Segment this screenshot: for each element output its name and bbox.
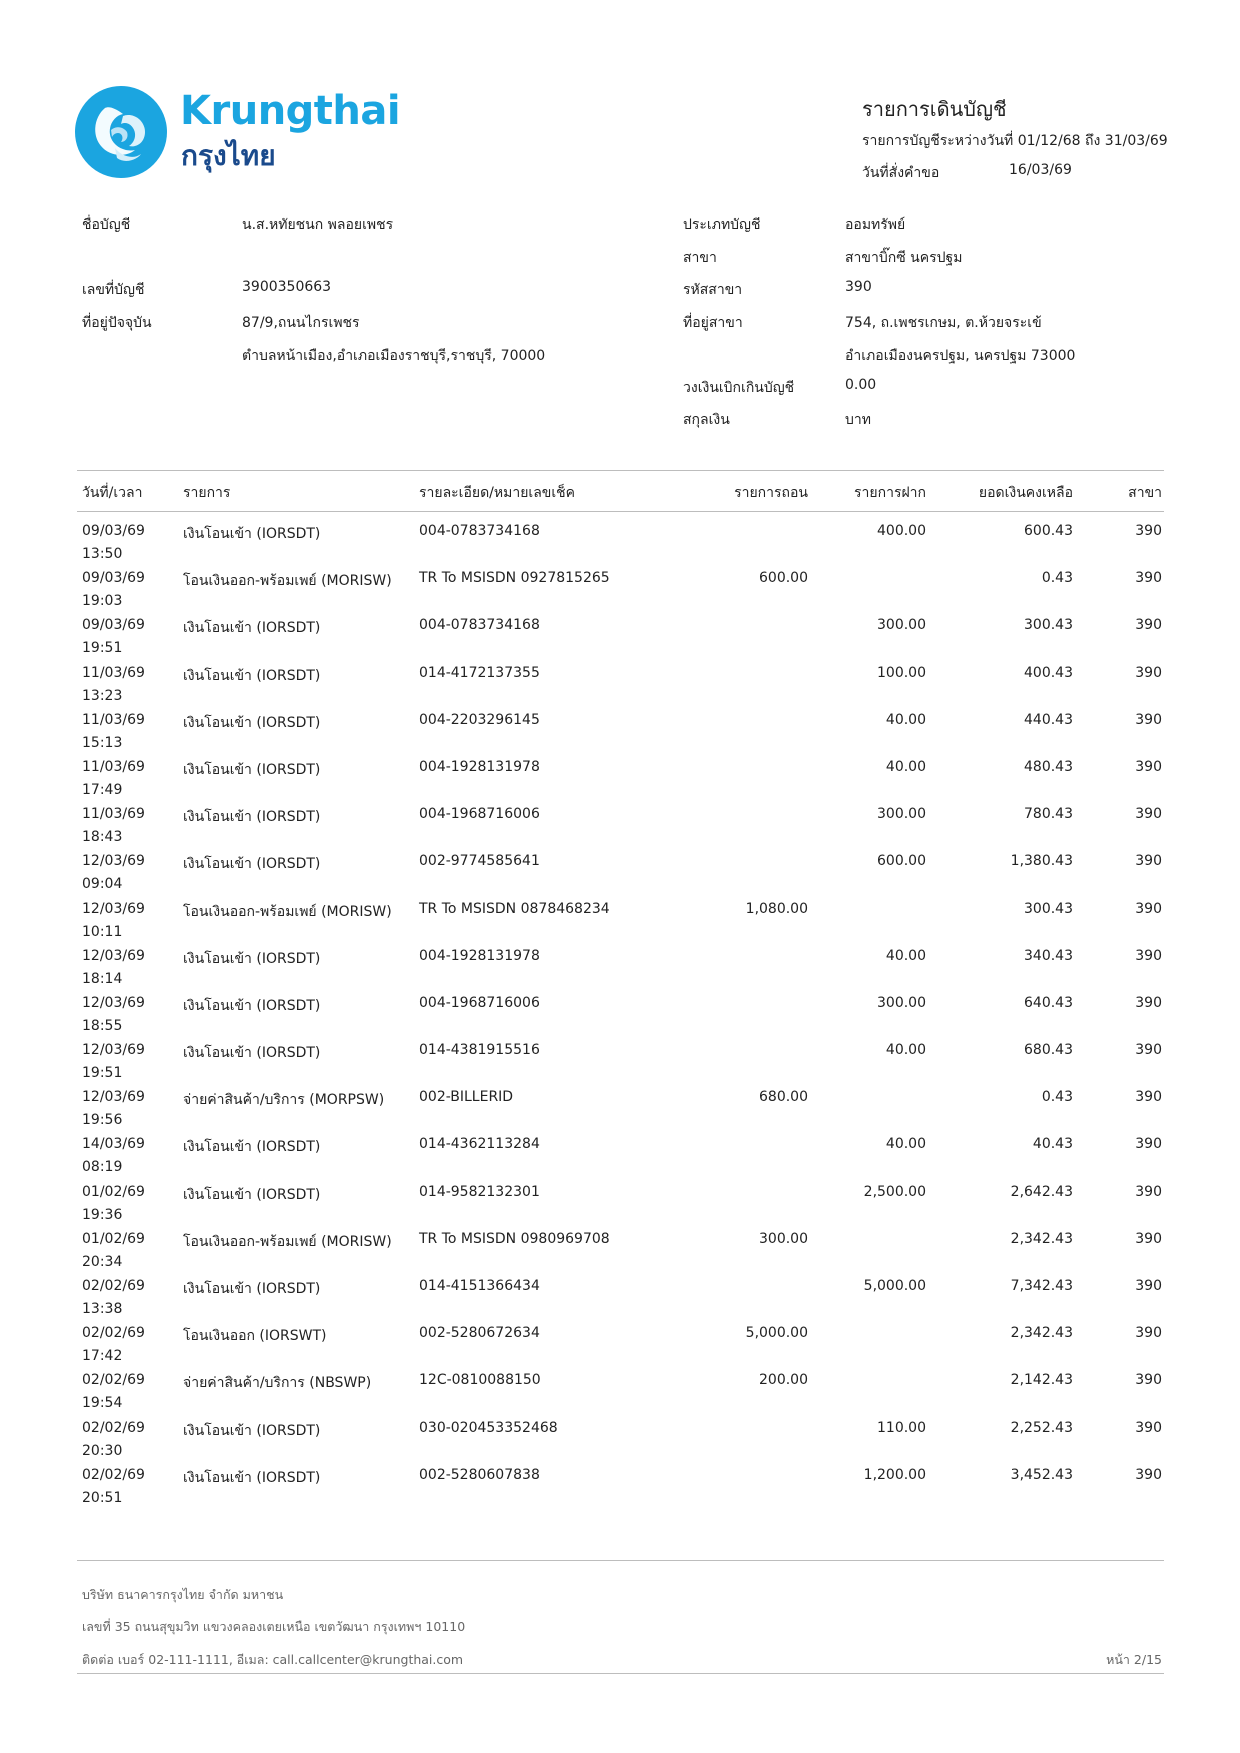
branch-address-line2: อำเภอเมืองนครปฐม, นครปฐม 73000 [845, 348, 1076, 364]
row-deposit: 40.00 [885, 1042, 926, 1059]
table-row [0, 1039, 1240, 1086]
row-date: 09/03/69 [82, 570, 145, 587]
row-balance: 7,342.43 [1010, 1278, 1073, 1294]
footer-bottom-divider [77, 1673, 1164, 1674]
statement-period: รายการบัญชีระหว่างวันที่ 01/12/68 ถึง 31/03/69 [862, 133, 1168, 149]
branch-value: สาขาบิ๊กซี นครปฐม [845, 250, 963, 266]
row-withdrawal: 680.00 [759, 1089, 808, 1106]
row-date: 02/02/69 [82, 1372, 145, 1389]
table-row [0, 709, 1240, 756]
row-details: TR To MSISDN 0927815265 [419, 570, 610, 587]
row-details: 004-1928131978 [419, 947, 540, 964]
transactions-table [0, 520, 1240, 1511]
row-description: เงินโอนเข้า (IORSDT) [183, 761, 321, 778]
row-withdrawal: 1,080.00 [745, 900, 808, 917]
row-description: เงินโอนเข้า (IORSDT) [183, 1045, 321, 1062]
row-deposit: 110.00 [877, 1419, 926, 1436]
col-header-deposit: รายการฝาก [854, 485, 926, 501]
row-description: โอนเงินออก-พร้อมเพย์ (MORISW) [183, 573, 392, 590]
row-branch: 390 [1135, 758, 1162, 775]
row-balance: 0.43 [1041, 1089, 1073, 1106]
row-details: 002-5280607838 [419, 1466, 540, 1483]
table-row [0, 1181, 1240, 1228]
row-balance: 480.43 [1024, 758, 1073, 775]
row-time: 18:14 [82, 970, 123, 987]
row-branch: 390 [1135, 1042, 1162, 1059]
table-row [0, 1086, 1240, 1133]
row-time: 19:51 [82, 1065, 123, 1082]
table-header-divider [77, 511, 1164, 512]
table-row [0, 898, 1240, 945]
table-row [0, 1369, 1240, 1416]
row-details: TR To MSISDN 0980969708 [419, 1230, 610, 1247]
row-time: 20:30 [82, 1442, 123, 1459]
statement-title: รายการเดินบัญชี [862, 97, 1007, 121]
row-deposit: 40.00 [885, 947, 926, 964]
row-time: 13:38 [82, 1301, 123, 1317]
row-branch: 390 [1135, 1136, 1162, 1153]
row-details: 014-4381915516 [419, 1042, 540, 1059]
row-description: เงินโอนเข้า (IORSDT) [183, 856, 321, 873]
row-details: TR To MSISDN 0878468234 [419, 900, 610, 917]
row-branch: 390 [1135, 947, 1162, 964]
row-description: เงินโอนเข้า (IORSDT) [183, 997, 321, 1014]
account-number-label: เลขที่บัญชี [82, 282, 145, 298]
row-details: 004-0783734168 [419, 617, 540, 634]
row-time: 20:51 [82, 1489, 123, 1506]
row-date: 09/03/69 [82, 617, 145, 634]
row-time: 13:23 [82, 687, 123, 704]
row-withdrawal: 5,000.00 [745, 1325, 808, 1342]
row-details: 004-2203296145 [419, 711, 540, 728]
account-type-label: ประเภทบัญชี [683, 217, 761, 233]
row-details: 014-4151366434 [419, 1278, 540, 1294]
table-row [0, 1322, 1240, 1369]
footer-company: บริษัท ธนาคารกรุงไทย จำกัด มหาชน [82, 1587, 284, 1602]
row-details: 004-0783734168 [419, 523, 540, 539]
col-header-details: รายละเอียด/หมายเลขเช็ค [419, 485, 575, 501]
branch-code-value: 390 [845, 279, 872, 295]
row-balance: 2,642.43 [1010, 1183, 1073, 1200]
footer-top-divider [77, 1560, 1164, 1561]
logo-text-th: กรุงไทย [181, 139, 276, 172]
table-row [0, 1417, 1240, 1464]
row-branch: 390 [1135, 617, 1162, 634]
branch-address-line1: 754, ถ.เพชรเกษม, ต.ห้วยจระเข้ [845, 315, 1042, 331]
row-date: 01/02/69 [82, 1230, 145, 1247]
row-deposit: 40.00 [885, 1136, 926, 1153]
row-branch: 390 [1135, 1089, 1162, 1106]
table-row [0, 1133, 1240, 1180]
col-header-balance: ยอดเงินคงเหลือ [978, 485, 1073, 501]
bank-logo [75, 86, 401, 181]
row-deposit: 300.00 [877, 806, 926, 823]
row-time: 17:49 [82, 781, 123, 798]
row-details: 030-020453352468 [419, 1419, 558, 1436]
table-row [0, 567, 1240, 614]
account-type-value: ออมทรัพย์ [845, 217, 906, 233]
row-description: เงินโอนเข้า (IORSDT) [183, 667, 321, 684]
row-description: เงินโอนเข้า (IORSDT) [183, 1469, 321, 1486]
row-details: 014-9582132301 [419, 1183, 540, 1200]
row-deposit: 2,500.00 [863, 1183, 926, 1200]
row-balance: 3,452.43 [1010, 1466, 1073, 1483]
row-balance: 2,342.43 [1010, 1325, 1073, 1342]
branch-label: สาขา [683, 250, 717, 266]
table-row [0, 1275, 1240, 1322]
row-details: 004-1968716006 [419, 994, 540, 1011]
row-details: 12C-0810088150 [419, 1372, 541, 1389]
row-details: 002-5280672634 [419, 1325, 540, 1342]
row-balance: 0.43 [1041, 570, 1073, 587]
row-details: 002-9774585641 [419, 853, 540, 870]
row-balance: 300.43 [1024, 900, 1073, 917]
row-branch: 390 [1135, 1278, 1162, 1294]
table-row [0, 1464, 1240, 1511]
row-date: 11/03/69 [82, 664, 145, 681]
row-balance: 440.43 [1024, 711, 1073, 728]
row-balance: 600.43 [1024, 523, 1073, 539]
address-label: ที่อยู่ปัจจุบัน [82, 315, 152, 331]
row-time: 19:54 [82, 1395, 123, 1412]
col-header-branch: สาขา [1128, 485, 1162, 501]
row-deposit: 100.00 [877, 664, 926, 681]
row-deposit: 300.00 [877, 994, 926, 1011]
logo-text-en: Krungthai [180, 88, 401, 134]
table-row [0, 662, 1240, 709]
row-description: จ่ายค่าสินค้า/บริการ (MORPSW) [183, 1092, 385, 1109]
row-description: เงินโอนเข้า (IORSDT) [183, 1422, 321, 1439]
row-branch: 390 [1135, 994, 1162, 1011]
row-date: 11/03/69 [82, 758, 145, 775]
row-balance: 780.43 [1024, 806, 1073, 823]
row-branch: 390 [1135, 853, 1162, 870]
account-name-label: ชื่อบัญชี [82, 217, 131, 233]
row-branch: 390 [1135, 664, 1162, 681]
row-balance: 1,380.43 [1010, 853, 1073, 870]
table-row [0, 1228, 1240, 1275]
account-number-value: 3900350663 [242, 279, 332, 295]
row-date: 01/02/69 [82, 1183, 145, 1200]
row-deposit: 600.00 [877, 853, 926, 870]
row-balance: 300.43 [1024, 617, 1073, 634]
row-balance: 680.43 [1024, 1042, 1073, 1059]
row-details: 002-BILLERID [419, 1089, 514, 1106]
row-time: 19:03 [82, 593, 123, 610]
row-branch: 390 [1135, 1230, 1162, 1247]
row-description: เงินโอนเข้า (IORSDT) [183, 950, 321, 967]
account-name-value: น.ส.หทัยชนก พลอยเพชร [242, 217, 394, 233]
row-deposit: 300.00 [877, 617, 926, 634]
row-description: เงินโอนเข้า (IORSDT) [183, 1186, 321, 1203]
row-details: 004-1968716006 [419, 806, 540, 823]
row-withdrawal: 200.00 [759, 1372, 808, 1389]
row-time: 18:43 [82, 829, 123, 846]
row-deposit: 1,200.00 [863, 1466, 926, 1483]
row-withdrawal: 600.00 [759, 570, 808, 587]
row-balance: 2,142.43 [1010, 1372, 1073, 1389]
table-row [0, 803, 1240, 850]
row-date: 12/03/69 [82, 1042, 145, 1059]
row-description: เงินโอนเข้า (IORSDT) [183, 809, 321, 826]
row-balance: 2,342.43 [1010, 1230, 1073, 1247]
row-branch: 390 [1135, 900, 1162, 917]
overdraft-label: วงเงินเบิกเกินบัญชี [683, 380, 795, 396]
row-description: เงินโอนเข้า (IORSDT) [183, 1281, 321, 1297]
row-date: 12/03/69 [82, 994, 145, 1011]
row-branch: 390 [1135, 711, 1162, 728]
col-header-datetime: วันที่/เวลา [82, 485, 143, 501]
row-description: โอนเงินออก (IORSWT) [183, 1328, 327, 1345]
row-details: 004-1928131978 [419, 758, 540, 775]
table-row [0, 614, 1240, 661]
row-description: โอนเงินออก-พร้อมเพย์ (MORISW) [183, 1233, 392, 1250]
col-header-withdrawal: รายการถอน [734, 485, 808, 501]
row-description: เงินโอนเข้า (IORSDT) [183, 714, 321, 731]
row-time: 08:19 [82, 1159, 123, 1176]
row-balance: 340.43 [1024, 947, 1073, 964]
row-description: เงินโอนเข้า (IORSDT) [183, 620, 321, 637]
row-deposit: 40.00 [885, 711, 926, 728]
row-date: 02/02/69 [82, 1278, 145, 1294]
col-header-description: รายการ [183, 485, 231, 501]
row-time: 15:13 [82, 734, 123, 751]
currency-value: บาท [845, 412, 871, 428]
request-date-value: 16/03/69 [1009, 162, 1072, 178]
row-deposit: 40.00 [885, 758, 926, 775]
row-branch: 390 [1135, 1372, 1162, 1389]
address-line2: ตำบลหน้าเมือง,อำเภอเมืองราชบุรี,ราชบุรี, 70000 [242, 348, 546, 364]
page-number: หน้า 2/15 [1106, 1652, 1162, 1667]
branch-address-label: ที่อยู่สาขา [683, 315, 743, 331]
row-deposit: 400.00 [877, 523, 926, 539]
row-date: 02/02/69 [82, 1419, 145, 1436]
currency-label: สกุลเงิน [683, 412, 730, 428]
row-time: 13:50 [82, 546, 123, 562]
row-branch: 390 [1135, 1183, 1162, 1200]
row-branch: 390 [1135, 570, 1162, 587]
row-branch: 390 [1135, 523, 1162, 539]
row-time: 09:04 [82, 876, 123, 893]
row-details: 014-4172137355 [419, 664, 540, 681]
row-branch: 390 [1135, 1419, 1162, 1436]
row-time: 18:55 [82, 1017, 123, 1034]
row-description: เงินโอนเข้า (IORSDT) [183, 526, 321, 542]
table-top-divider [77, 470, 1164, 471]
row-date: 11/03/69 [82, 806, 145, 823]
branch-code-label: รหัสสาขา [683, 282, 743, 298]
row-time: 19:56 [82, 1112, 123, 1129]
row-branch: 390 [1135, 1466, 1162, 1483]
footer-address: เลขที่ 35 ถนนสุขุมวิท แขวงคลองเตยเหนือ เขตวัฒนา กรุงเทพฯ 10110 [82, 1619, 466, 1634]
row-date: 12/03/69 [82, 853, 145, 870]
row-time: 10:11 [82, 923, 123, 940]
row-withdrawal: 300.00 [759, 1230, 808, 1247]
request-date-label: วันที่สั่งคำขอ [862, 165, 940, 181]
footer-contact: ติดต่อ เบอร์ 02-111-1111, อีเมล: call.callcenter@krungthai.com [82, 1652, 464, 1667]
row-date: 14/03/69 [82, 1136, 145, 1153]
overdraft-value: 0.00 [845, 377, 877, 393]
row-time: 20:34 [82, 1253, 123, 1270]
row-branch: 390 [1135, 806, 1162, 823]
table-row [0, 756, 1240, 803]
row-balance: 2,252.43 [1010, 1419, 1073, 1436]
row-balance: 400.43 [1024, 664, 1073, 681]
row-date: 09/03/69 [82, 523, 145, 539]
row-date: 02/02/69 [82, 1325, 145, 1342]
row-date: 11/03/69 [82, 711, 145, 728]
row-date: 02/02/69 [82, 1466, 145, 1483]
row-details: 014-4362113284 [419, 1136, 540, 1153]
row-balance: 640.43 [1024, 994, 1073, 1011]
row-time: 19:51 [82, 640, 123, 657]
row-branch: 390 [1135, 1325, 1162, 1342]
row-time: 19:36 [82, 1206, 123, 1223]
table-row [0, 850, 1240, 897]
row-description: โอนเงินออก-พร้อมเพย์ (MORISW) [183, 903, 392, 920]
table-row [0, 992, 1240, 1039]
table-row [0, 520, 1240, 567]
table-row [0, 945, 1240, 992]
row-date: 12/03/69 [82, 900, 145, 917]
address-line1: 87/9,ถนนไกรเพชร [242, 315, 360, 331]
row-time: 17:42 [82, 1348, 123, 1365]
row-date: 12/03/69 [82, 1089, 145, 1106]
row-description: เงินโอนเข้า (IORSDT) [183, 1139, 321, 1156]
row-description: จ่ายค่าสินค้า/บริการ (NBSWP) [183, 1375, 372, 1392]
krungthai-logo-icon [75, 86, 167, 178]
row-deposit: 5,000.00 [863, 1278, 926, 1294]
row-date: 12/03/69 [82, 947, 145, 964]
row-balance: 40.43 [1032, 1136, 1073, 1153]
